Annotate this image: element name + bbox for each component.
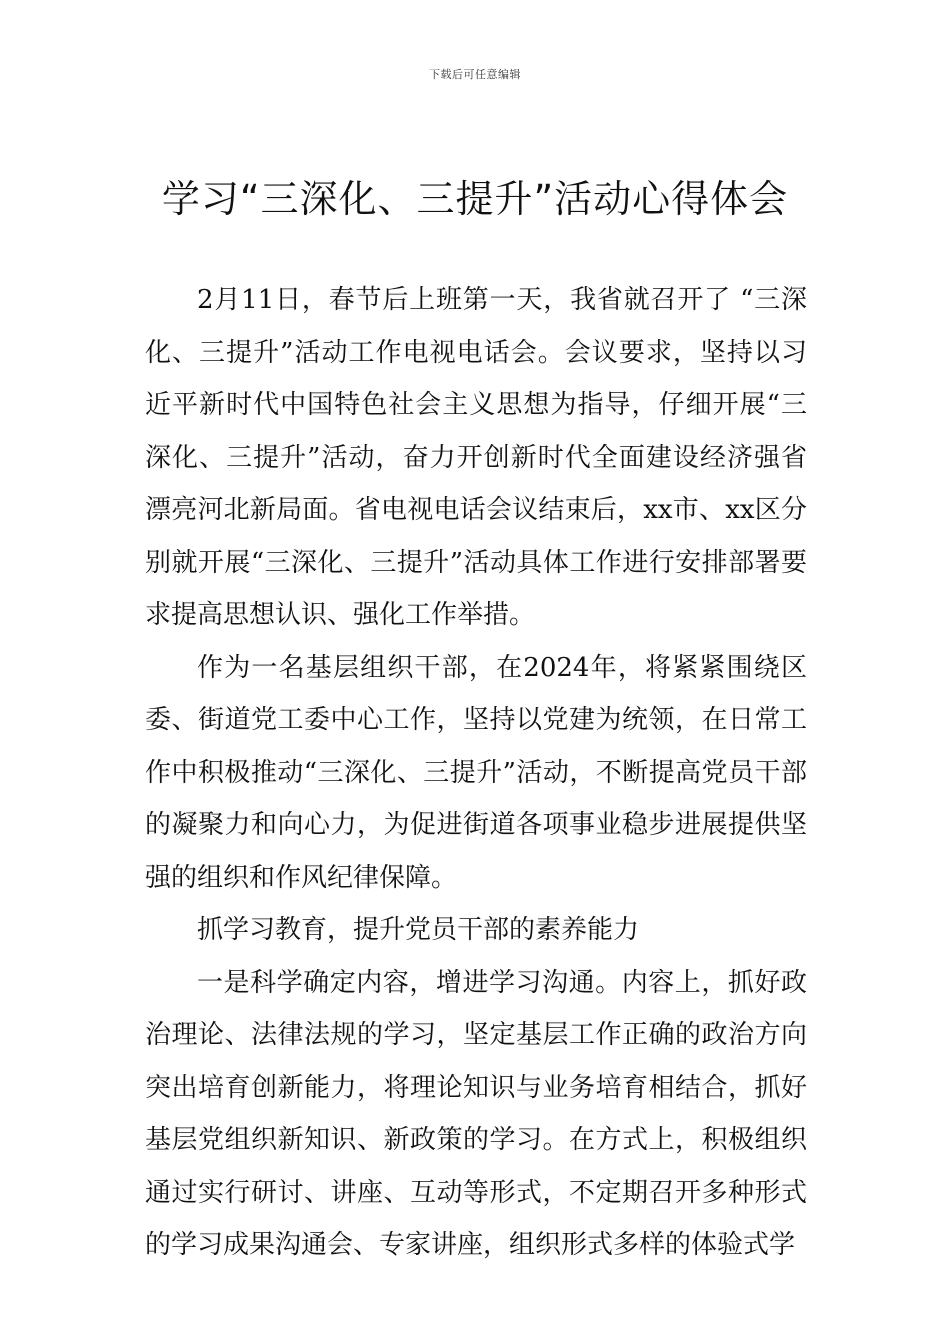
- paragraph: 2月11日，春节后上班第一天，我省就召开了 “三深化、三提升”活动工作电视电话会。会议要求，坚持以习近平新时代中国特色社会主义思想为指导，仔细开展“三深化、三提升”活动，奋力开创新时代全面建设经济强省漂亮河北新局面。省电视电话会议结束后，xx市、xx区分别就开展“三深化、三提升”活动具体工作进行安排部署要求提高思想认识、强化工作举措。: [145, 285, 807, 630]
- header-note: 下载后可任意编辑: [429, 68, 521, 81]
- document-body: [145, 274, 807, 1272]
- section-heading: 抓学习教育，提升党员干部的素养能力: [197, 915, 640, 945]
- paragraph: 一是科学确定内容，增进学习沟通。内容上，抓好政治理论、法律法规的学习，坚定基层工作正确的政治方向突出培育创新能力，将理论知识与业务培育相结合，抓好基层党组织新知识、新政策的学习。在方式上，积极组织通过实行研讨、讲座、互动等形式，不定期召开多种形式的学习成果沟通会、专家讲座，组织形式多样的体验式学: [145, 967, 807, 1260]
- document-title: 学习“三深化、三提升”活动心得体会: [161, 177, 789, 221]
- paragraph: 作为一名基层组织干部，在2024年，将紧紧围绕区委、街道党工委中心工作，坚持以党建为统领，在日常工作中积极推动“三深化、三提升”活动，不断提高党员干部的凝聚力和向心力，为促进街道各项事业稳步进展提供坚强的组织和作风纪律保障。: [145, 652, 807, 893]
